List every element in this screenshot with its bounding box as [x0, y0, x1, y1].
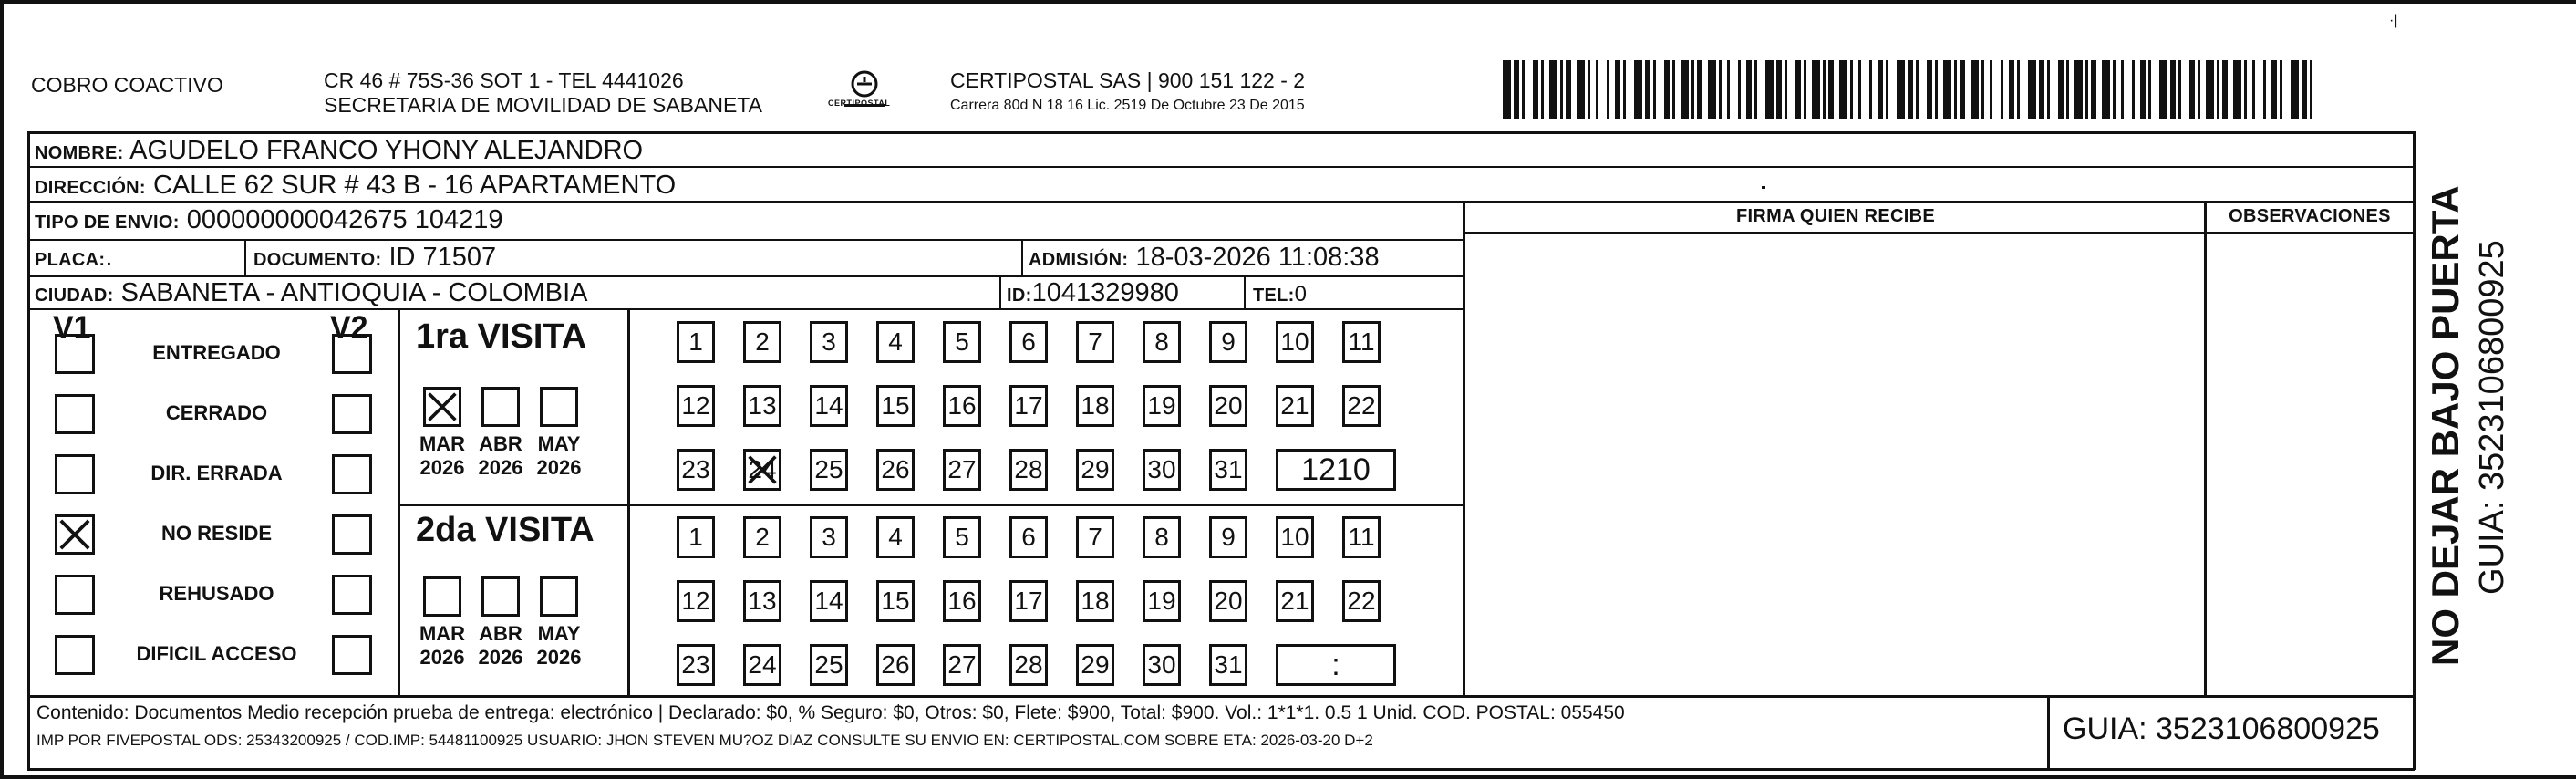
barcode-bar	[2058, 60, 2064, 119]
barcode-bar	[2189, 60, 2195, 119]
first-day-box[interactable]: 11	[1342, 321, 1381, 363]
barcode-bar	[2001, 60, 2003, 119]
no-dejar-warning: NO DEJAR BAJO PUERTA	[2424, 185, 2467, 666]
v1-checkbox[interactable]	[55, 575, 95, 615]
status-divider	[398, 308, 400, 696]
barcode-bar	[2198, 60, 2200, 119]
barcode-bar	[1943, 60, 1951, 119]
barcode-bar	[1522, 60, 1525, 119]
second-visit-title: 2da VISITA	[416, 511, 595, 549]
second-day-box[interactable]: 11	[1342, 516, 1381, 558]
second-month-label: MAY 2026	[536, 622, 582, 669]
barcode-bar	[1588, 60, 1590, 119]
first-day-box[interactable]: 16	[943, 385, 981, 427]
barcode-bar	[1746, 60, 1752, 119]
barcode-bar	[1823, 60, 1826, 119]
first-day-box[interactable]: 4	[876, 321, 915, 363]
firma-header-line	[1463, 232, 2415, 234]
second-day-box[interactable]: 29	[1076, 644, 1114, 686]
top-edge	[0, 0, 2576, 4]
barcode-bar	[2233, 60, 2241, 119]
admision-field: ADMISIÓN: 18-03-2026 11:08:38	[1029, 243, 1380, 272]
barcode-bar	[1754, 60, 1757, 119]
first-day-box[interactable]: 7	[1076, 321, 1114, 363]
first-day-box[interactable]: 18	[1076, 385, 1114, 427]
barcode-bar	[1858, 60, 1861, 119]
barcode-bar	[1503, 60, 1511, 119]
first-day-box[interactable]: 24	[743, 449, 781, 491]
tel-divider	[1244, 275, 1246, 308]
observaciones-label: OBSERVACIONES	[2229, 206, 2391, 226]
barcode-bar	[2217, 60, 2219, 119]
barcode-bar	[1785, 60, 1787, 119]
visit-row-divider	[398, 504, 1464, 506]
v2-checkbox[interactable]	[332, 575, 372, 615]
first-day-box[interactable]: 20	[1209, 385, 1247, 427]
barcode-bar	[2280, 60, 2282, 119]
barcode-bar	[1727, 60, 1730, 119]
second-day-box[interactable]: 1	[677, 516, 715, 558]
status-option-label: ENTREGADO	[152, 341, 281, 364]
barcode-bar	[1869, 60, 1872, 119]
logo-text: CERTIPOSTAL	[828, 99, 891, 108]
bottom-edge	[0, 775, 2576, 779]
barcode-bar	[2263, 60, 2266, 119]
firma-label: FIRMA QUIEN RECIBE	[1736, 206, 1935, 226]
barcode-bar	[1795, 60, 1801, 119]
barcode-bar	[1916, 60, 1919, 119]
id-field: ID:1041329980	[1007, 278, 1179, 307]
barcode-bar	[1653, 60, 1656, 119]
check-mark-icon	[57, 517, 92, 552]
first-time-box[interactable]: 1210	[1276, 449, 1396, 491]
barcode-bar	[2085, 60, 2088, 119]
second-day-box[interactable]: 27	[943, 644, 981, 686]
barcode-bar	[2148, 60, 2151, 119]
barcode-bar	[1981, 60, 1984, 119]
row-sep-3	[27, 239, 1464, 241]
first-day-box[interactable]: 14	[810, 385, 848, 427]
barcode-bar	[1850, 60, 1853, 119]
second-day-box[interactable]: 8	[1143, 516, 1181, 558]
barcode-bar	[1878, 60, 1883, 119]
second-day-box[interactable]: 24	[743, 644, 781, 686]
footer-divider	[2047, 695, 2050, 770]
second-day-box[interactable]: 23	[677, 644, 715, 686]
barcode-bar	[1719, 60, 1722, 119]
side-guia: GUIA: 3523106800925	[2473, 240, 2511, 595]
form-left-border	[27, 131, 30, 770]
v2-checkbox[interactable]	[332, 635, 372, 675]
barcode-bar	[1765, 60, 1774, 119]
barcode-bar	[2159, 60, 2167, 119]
first-month-checkbox[interactable]	[540, 387, 578, 427]
left-edge	[0, 0, 4, 779]
barcode-bar	[2039, 60, 2044, 119]
barcode-bar	[1776, 60, 1782, 119]
barcode-bar	[1691, 60, 1694, 119]
barcode-bar	[1596, 60, 1598, 119]
barcode	[1503, 60, 2320, 119]
first-day-box[interactable]: 23	[677, 449, 715, 491]
first-day-box[interactable]: 13	[743, 385, 781, 427]
tipo-envio-field: TIPO DE ENVIO: 000000000042675 104219	[35, 205, 503, 234]
barcode-bar	[2271, 60, 2277, 119]
first-day-box[interactable]: 15	[876, 385, 915, 427]
second-day-box[interactable]: 9	[1209, 516, 1247, 558]
barcode-bar	[2178, 60, 2181, 119]
sender-address: CR 46 # 75S-36 SOT 1 - TEL 4441026	[324, 68, 684, 92]
barcode-bar	[1615, 60, 1620, 119]
first-day-box[interactable]: 29	[1076, 449, 1114, 491]
placa-divider	[244, 239, 246, 275]
barcode-bar	[1708, 60, 1716, 119]
first-month-label: MAR 2026	[419, 432, 466, 479]
second-day-box[interactable]: 17	[1009, 580, 1048, 622]
barcode-bar	[1738, 60, 1741, 119]
first-day-box[interactable]: 21	[1276, 385, 1314, 427]
v2-checkbox[interactable]	[332, 394, 372, 434]
header-label: COBRO COACTIVO	[31, 73, 223, 97]
second-day-box[interactable]: 10	[1276, 516, 1314, 558]
barcode-bar	[1681, 60, 1689, 119]
first-day-box[interactable]: 30	[1143, 449, 1181, 491]
second-day-box[interactable]: 15	[876, 580, 915, 622]
barcode-bar	[2121, 60, 2124, 119]
second-day-box[interactable]: 6	[1009, 516, 1048, 558]
barcode-bar	[1697, 60, 1702, 119]
footer-sep	[27, 695, 2415, 698]
barcode-bar	[1839, 60, 1847, 119]
first-day-box[interactable]: 2	[743, 321, 781, 363]
barcode-bar	[2009, 60, 2014, 119]
first-month-checkbox[interactable]	[481, 387, 520, 427]
first-day-box[interactable]: 22	[1342, 385, 1381, 427]
first-day-box[interactable]: 1	[677, 321, 715, 363]
barcode-bar	[2074, 60, 2083, 119]
barcode-bar	[2252, 60, 2255, 119]
second-day-box[interactable]: 5	[943, 516, 981, 558]
observaciones-divider	[2204, 201, 2207, 696]
barcode-bar	[1634, 60, 1642, 119]
footer-imp: IMP POR FIVEPOSTAL ODS: 25343200925 / COD.IMP: 54481100925 USUARIO: JHON STEVEN MU?OZ DIAZ CONSULTE SU ENVIO EN: CERTIPOSTAL.COM SOBRE ETA: 2026-03-20 D+2	[36, 732, 1373, 749]
second-day-box[interactable]: 28	[1009, 644, 1048, 686]
first-day-box[interactable]: 28	[1009, 449, 1048, 491]
v1-checkbox[interactable]	[55, 635, 95, 675]
status-option-label: REHUSADO	[159, 582, 274, 605]
first-day-box[interactable]: 25	[810, 449, 848, 491]
first-day-box[interactable]: 9	[1209, 321, 1247, 363]
second-day-box[interactable]: 3	[810, 516, 848, 558]
barcode-bar	[1886, 60, 1888, 119]
barcode-bar	[1960, 60, 1965, 119]
admision-divider	[1021, 239, 1023, 275]
barcode-bar	[1927, 60, 1932, 119]
barcode-bar	[1607, 60, 1609, 119]
barcode-bar	[1812, 60, 1820, 119]
barcode-bar	[1533, 60, 1538, 119]
v2-checkbox[interactable]	[332, 334, 372, 374]
second-day-box[interactable]: 22	[1342, 580, 1381, 622]
barcode-bar	[2113, 60, 2116, 119]
barcode-bar	[1804, 60, 1806, 119]
barcode-bar	[1549, 60, 1557, 119]
certipostal-logo	[837, 64, 892, 119]
second-month-label: ABR 2026	[478, 622, 523, 669]
second-month-checkbox[interactable]	[423, 576, 461, 617]
check-mark-icon	[746, 452, 779, 488]
v1-checkbox[interactable]	[55, 334, 95, 374]
first-day-box[interactable]: 10	[1276, 321, 1314, 363]
first-day-box[interactable]: 17	[1009, 385, 1048, 427]
barcode-bar	[1514, 60, 1519, 119]
second-day-box[interactable]: 19	[1143, 580, 1181, 622]
barcode-bar	[1672, 60, 1675, 119]
barcode-bar	[1828, 60, 1834, 119]
second-day-box[interactable]: 25	[810, 644, 848, 686]
barcode-bar	[2222, 60, 2228, 119]
first-day-box[interactable]: 26	[876, 449, 915, 491]
barcode-bar	[2170, 60, 2176, 119]
first-day-box[interactable]: 27	[943, 449, 981, 491]
footer-guia: GUIA: 3523106800925	[2063, 711, 2380, 746]
v1-checkbox[interactable]	[55, 514, 95, 555]
first-day-box[interactable]: 5	[943, 321, 981, 363]
barcode-bar	[2017, 60, 2020, 119]
second-day-box[interactable]: 13	[743, 580, 781, 622]
first-day-box[interactable]: 31	[1209, 449, 1247, 491]
barcode-bar	[2291, 60, 2299, 119]
barcode-bar	[1954, 60, 1957, 119]
ciudad-field: CIUDAD: SABANETA - ANTIOQUIA - COLOMBIA	[35, 278, 588, 307]
second-time-box[interactable]: :	[1276, 644, 1396, 686]
barcode-bar	[2047, 60, 2050, 119]
barcode-bar	[1541, 60, 1544, 119]
status-option-label: DIR. ERRADA	[150, 462, 283, 484]
barcode-bar	[2132, 60, 2135, 119]
documento-field: DOCUMENTO: ID 71507	[253, 243, 497, 272]
barcode-bar	[2140, 60, 2146, 119]
first-month-checkbox[interactable]	[423, 387, 461, 427]
status-option-label: DIFICIL ACCESO	[136, 642, 297, 665]
first-day-box[interactable]: 19	[1143, 385, 1181, 427]
barcode-bar	[1566, 60, 1571, 119]
second-day-box[interactable]: 7	[1076, 516, 1114, 558]
barcode-bar	[1560, 60, 1563, 119]
second-day-box[interactable]: 4	[876, 516, 915, 558]
second-month-label: MAR 2026	[419, 622, 466, 669]
barcode-bar	[1623, 60, 1626, 119]
mark-dot	[1762, 186, 1765, 189]
v2-checkbox[interactable]	[332, 514, 372, 555]
second-day-box[interactable]: 18	[1076, 580, 1114, 622]
barcode-bar	[1935, 60, 1938, 119]
placa-field: PLACA:.	[35, 243, 113, 272]
barcode-bar	[2310, 60, 2312, 119]
second-day-box[interactable]: 12	[677, 580, 715, 622]
form-bottom-border	[27, 768, 2415, 771]
second-day-box[interactable]: 2	[743, 516, 781, 558]
barcode-bar	[1897, 60, 1905, 119]
barcode-bar	[1908, 60, 1913, 119]
direccion-field: DIRECCIÓN: CALLE 62 SUR # 43 B - 16 APARTAMENTO	[35, 171, 677, 200]
first-month-label: MAY 2026	[536, 432, 582, 479]
second-day-box[interactable]: 16	[943, 580, 981, 622]
barcode-bar	[1971, 60, 1979, 119]
barcode-bar	[2102, 60, 2110, 119]
visit-divider	[627, 308, 630, 696]
barcode-bar	[2091, 60, 2096, 119]
barcode-bar	[1645, 60, 1650, 119]
company-license: Carrera 80d N 18 16 Lic. 2519 De Octubre 23 De 2015	[950, 98, 1305, 113]
second-day-box[interactable]: 30	[1143, 644, 1181, 686]
first-day-box[interactable]: 3	[810, 321, 848, 363]
form-right-border	[2413, 131, 2416, 770]
barcode-bar	[1990, 60, 1992, 119]
second-day-box[interactable]: 14	[810, 580, 848, 622]
status-option-label: NO RESIDE	[160, 522, 273, 545]
second-day-box[interactable]: 20	[1209, 580, 1247, 622]
corner-mark: ·|	[2389, 13, 2398, 28]
form-top-border	[27, 131, 2415, 134]
v1-checkbox[interactable]	[55, 454, 95, 494]
check-mark-icon	[426, 390, 459, 424]
barcode-bar	[2028, 60, 2036, 119]
v2-checkbox[interactable]	[332, 454, 372, 494]
id-divider	[999, 275, 1001, 308]
second-day-box[interactable]: 31	[1209, 644, 1247, 686]
first-day-box[interactable]: 12	[677, 385, 715, 427]
company-name: CERTIPOSTAL SAS | 900 151 122 - 2	[950, 68, 1306, 92]
first-month-label: ABR 2026	[478, 432, 523, 479]
firma-divider	[1463, 201, 1465, 696]
barcode-bar	[2244, 60, 2247, 119]
footer-content: Contenido: Documentos Medio recepción prueba de entrega: electrónico | Declarado: $0, % Seguro: $0, Otros: $0, Flete: $900, Total: $900. Vol.: 1*1*1. 0.5 1 Unid. COD. POSTAL: 055450	[36, 702, 1625, 723]
v1-header: V1	[53, 310, 91, 345]
nombre-field: NOMBRE: AGUDELO FRANCO YHONY ALEJANDRO	[35, 136, 644, 165]
second-month-checkbox[interactable]	[481, 576, 520, 617]
barcode-bar	[2302, 60, 2307, 119]
barcode-bar	[1664, 60, 1670, 119]
first-day-box[interactable]: 8	[1143, 321, 1181, 363]
barcode-bar	[1577, 60, 1585, 119]
first-visit-title: 1ra VISITA	[416, 317, 587, 356]
v2-header: V2	[330, 310, 368, 345]
tel-field: TEL:0	[1253, 282, 1307, 306]
barcode-bar	[2066, 60, 2069, 119]
barcode-bar	[2206, 60, 2214, 119]
v1-checkbox[interactable]	[55, 394, 95, 434]
first-day-box[interactable]: 6	[1009, 321, 1048, 363]
sender-name: SECRETARIA DE MOVILIDAD DE SABANETA	[324, 93, 762, 117]
second-month-checkbox[interactable]	[540, 576, 578, 617]
second-day-box[interactable]: 21	[1276, 580, 1314, 622]
second-day-box[interactable]: 26	[876, 644, 915, 686]
status-option-label: CERRADO	[165, 401, 268, 424]
